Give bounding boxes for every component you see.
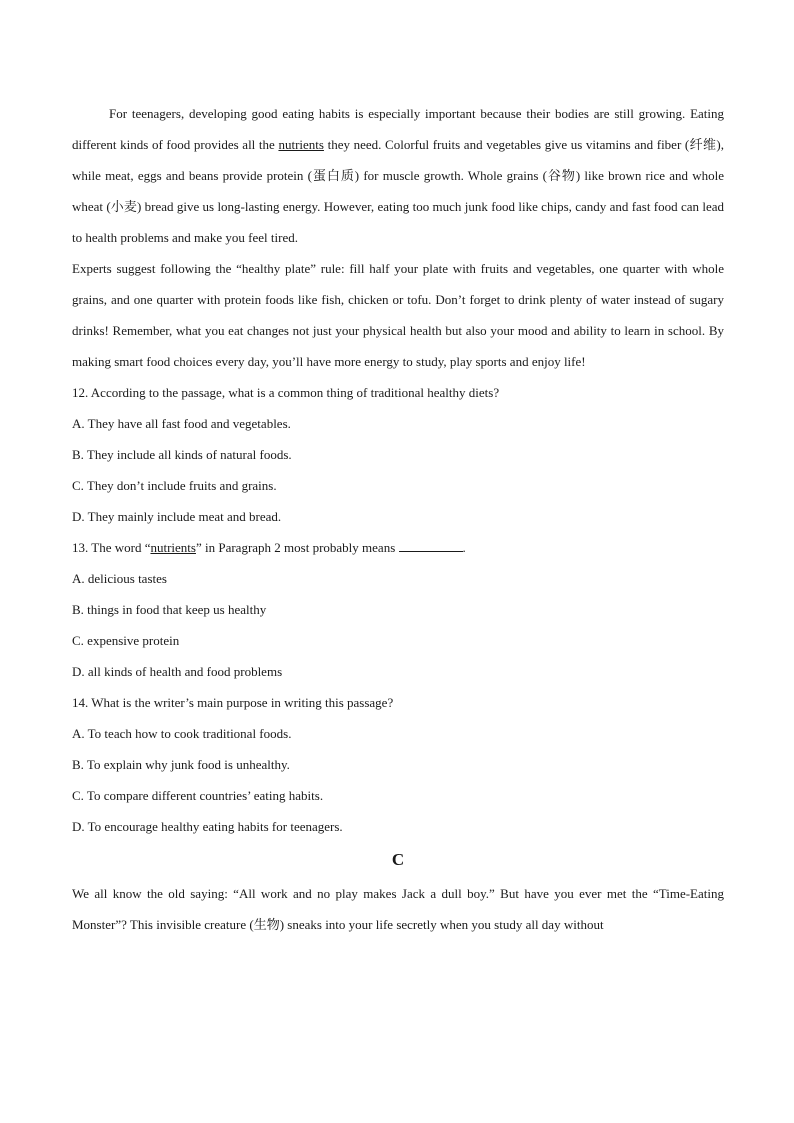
question-12	[72, 377, 724, 532]
question-14	[72, 687, 724, 842]
reading-content	[72, 98, 724, 940]
passage-b-paragraph-1	[72, 98, 724, 253]
option-c: C. expensive protein	[72, 633, 180, 648]
option-d: D. They mainly include meat and bread.	[72, 509, 282, 524]
stem-text: 13. The word “	[72, 540, 151, 555]
answer-blank	[399, 539, 463, 552]
question-stem: 14. What is the writer’s main purpose in writing this passage?	[72, 695, 394, 710]
option-a: A. To teach how to cook traditional foods.	[72, 726, 292, 741]
section-c-paragraph-1: We all know the old saying: “All work and no play makes Jack a dull boy.” But have you ever met the “Time-Eating Monster”? This invisible creature (生物) sneaks into your life secretly when you study all day without	[72, 886, 724, 932]
section-c-heading: C	[391, 850, 405, 869]
option-b: B. They include all kinds of natural foods.	[72, 447, 292, 462]
passage-b-paragraph-2: Experts suggest following the “healthy plate” rule: fill half your plate with fruits and vegetables, one quarter with whole grains, and one quarter with protein foods like fish, chicken or tofu. Don’t forget to drink plenty of water instead of sugary drinks! Remember, what you eat changes not just your physical health but also your mood and ability to learn in school. By making smart food choices every day, you’ll have more energy to study, play sports and enjoy life!	[72, 261, 724, 369]
option-c: C. They don’t include fruits and grains.	[72, 478, 277, 493]
underlined-word-nutrients: nutrients	[150, 540, 196, 555]
underlined-word-nutrients: nutrients	[278, 137, 324, 152]
question-stem: 12. According to the passage, what is a common thing of traditional healthy diets?	[72, 385, 500, 400]
stem-text: ” in Paragraph 2 most probably means	[195, 540, 399, 555]
option-b: B. To explain why junk food is unhealthy.	[72, 757, 290, 772]
paragraph-text: For teenagers, developing good eating habits is especially important because their bodies are still growing. Eating different kinds of food provides all the	[72, 106, 724, 152]
option-d: D. all kinds of health and food problems	[72, 664, 283, 679]
question-stem	[72, 532, 724, 563]
question-13	[72, 532, 724, 687]
option-a: A. delicious tastes	[72, 571, 167, 586]
option-a: A. They have all fast food and vegetables.	[72, 416, 291, 431]
option-b: B. things in food that keep us healthy	[72, 602, 267, 617]
option-c: C. To compare different countries’ eating habits.	[72, 788, 324, 803]
paragraph-text: they need. Colorful fruits and vegetables give us vitamins and fiber (纤维), while meat, eggs and beans provide protein (蛋白质) for muscle growth. Whole grains (谷物) like brown rice and whole wheat (小麦) bread give us long-lasting energy. However, eating too much junk food like chips, candy and fast food can lead to health problems and make you feel tired.	[72, 137, 724, 245]
stem-text: .	[462, 540, 466, 555]
option-d: D. To encourage healthy eating habits for teenagers.	[72, 819, 343, 834]
